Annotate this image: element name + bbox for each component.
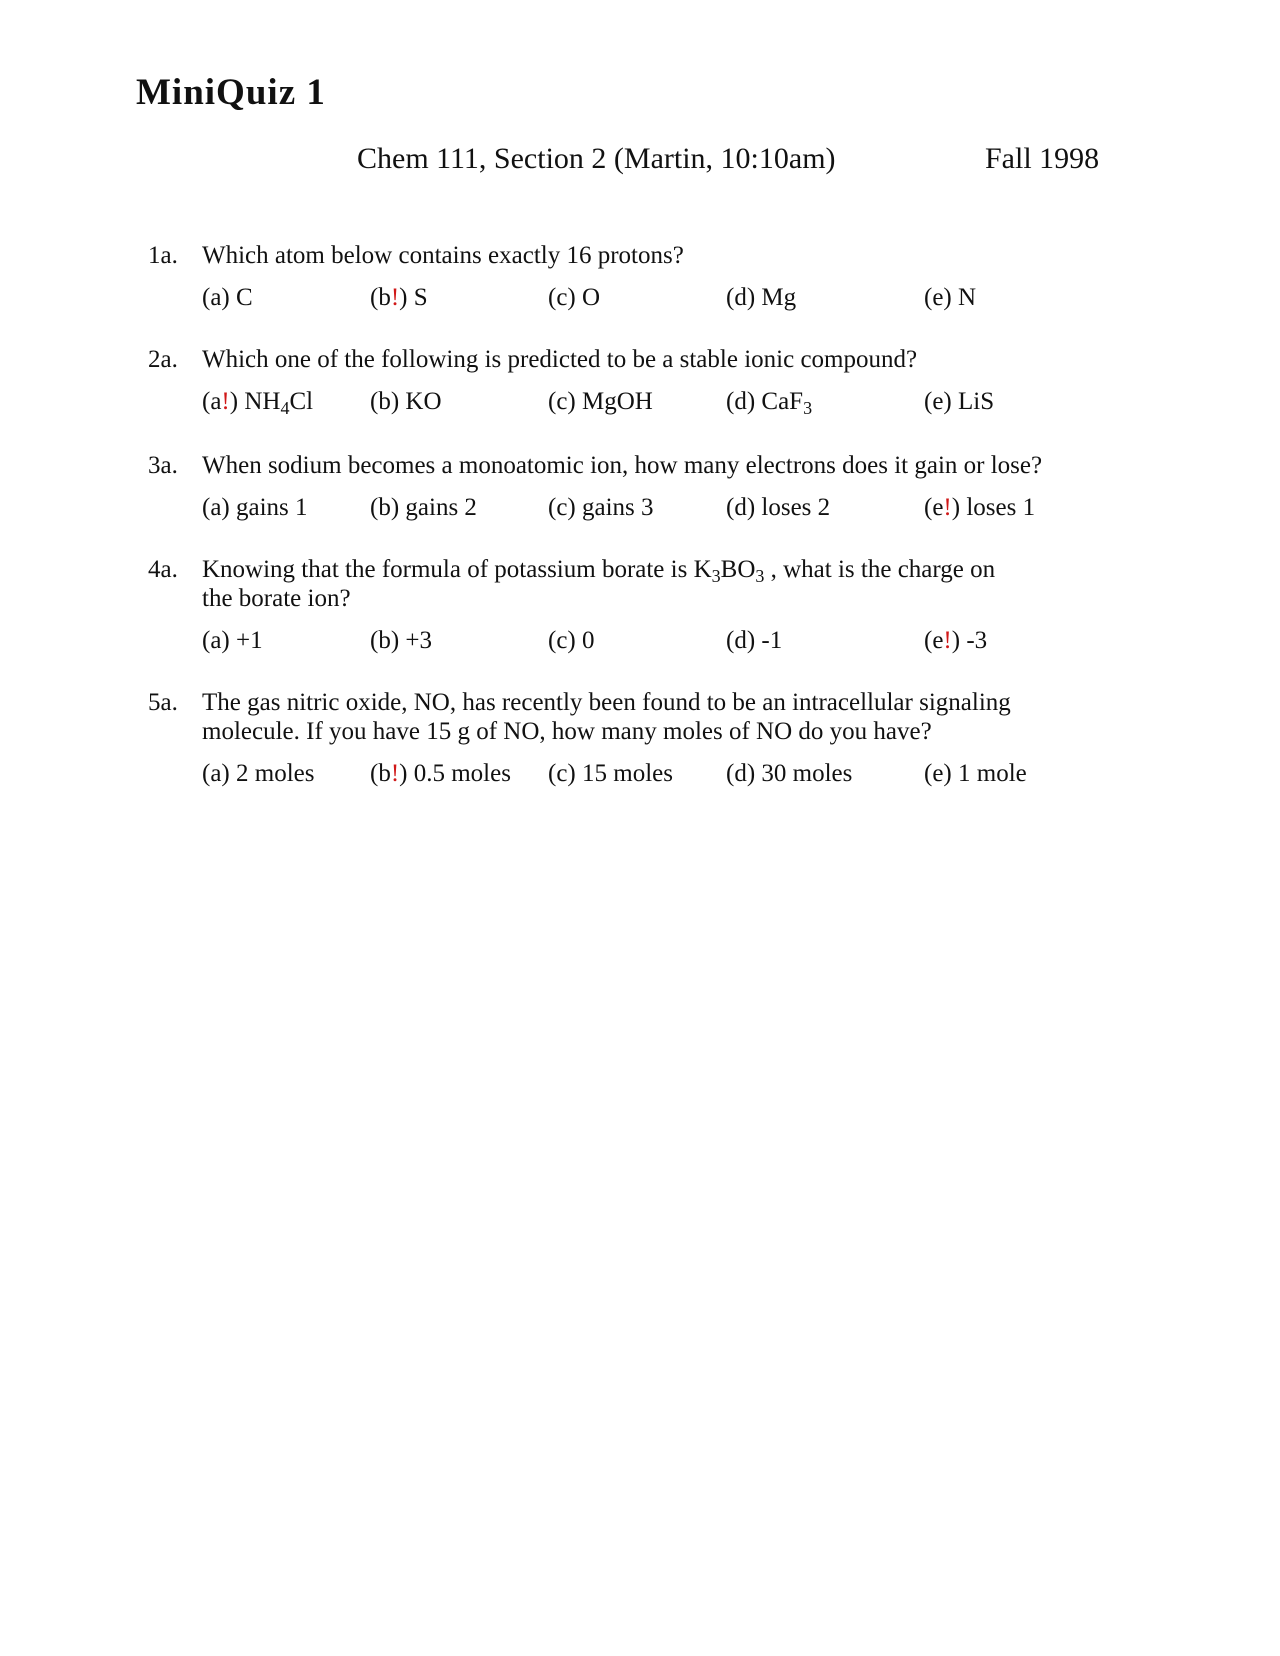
option-a: (a) C [202,284,253,311]
option-e: (e!) -3 [924,627,988,654]
question-2-stem [148,345,1148,374]
option-d: (d) -1 [726,627,783,654]
question-text: When sodium becomes a monoatomic ion, how many electrons does it gain or lose? [202,452,1043,479]
option-b: (b) gains 2 [370,494,477,521]
option-d: (d) Mg [726,284,797,311]
option-c: (c) 0 [548,627,595,654]
option-b: (b) +3 [370,627,433,654]
term-info: Fall 1998 [985,142,1100,175]
page-title: MiniQuiz 1 [136,72,326,113]
option-b: (b) KO [370,388,442,415]
question-number: 5a. [148,689,178,716]
question-5 [148,688,1148,789]
answer-options [202,283,1148,313]
answer-options [202,387,1148,417]
correct-mark: ! [390,760,400,787]
option-d: (d) CaF$_3$ [726,388,813,419]
answer-options [202,493,1148,523]
option-a: (a) +1 [202,627,263,654]
option-c: (c) O [548,284,601,311]
question-number: 1a. [148,242,178,269]
course-info: Chem 111, Section 2 (Martin, 10:10am) [357,142,836,175]
correct-mark: ! [943,627,952,654]
option-d: (d) loses 2 [726,494,831,521]
question-number: 2a. [148,346,178,373]
question-2 [148,345,1148,417]
option-e: (e) 1 mole [924,760,1027,787]
option-e: (e) LiS [924,388,995,415]
question-1 [148,241,1148,313]
option-e: (e!) loses 1 [924,494,1036,521]
question-3 [148,451,1148,523]
option-b: (b!) 0.5 moles [370,760,511,787]
option-c: (c) gains 3 [548,494,654,521]
option-c: (c) 15 moles [548,760,673,787]
question-text: The gas nitric oxide, NO, has recently been found to be an intracellular signaling molecule. If you have 15 g of NO, how many moles of NO do you have? [202,689,1011,745]
question-number: 3a. [148,452,178,479]
option-a: (a) gains 1 [202,494,308,521]
question-4 [148,555,1148,656]
option-a: (a) 2 moles [202,760,315,787]
option-c: (c) MgOH [548,388,653,415]
option-d: (d) 30 moles [726,760,853,787]
question-text: Which atom below contains exactly 16 protons? [202,242,684,269]
question-5-stem [148,688,1148,746]
correct-mark: ! [221,388,230,415]
question-number: 4a. [148,556,178,583]
option-a: (a!) $NH_4Cl$ [202,388,314,419]
question-text: Which one of the following is predicted to be a stable ionic compound? [202,346,918,373]
correct-mark: ! [943,494,952,521]
answer-options [202,759,1148,789]
answer-options [202,626,1148,656]
question-4-stem [148,555,1148,613]
correct-mark: ! [390,284,400,311]
option-b: (b!) S [370,284,428,311]
question-1-stem [148,241,1148,270]
question-text: Knowing that the formula of potassium borate is $K_3BO_3$ , what is the charge on the borate ion? [202,556,996,612]
question-3-stem [148,451,1148,480]
option-e: (e) N [924,284,977,311]
